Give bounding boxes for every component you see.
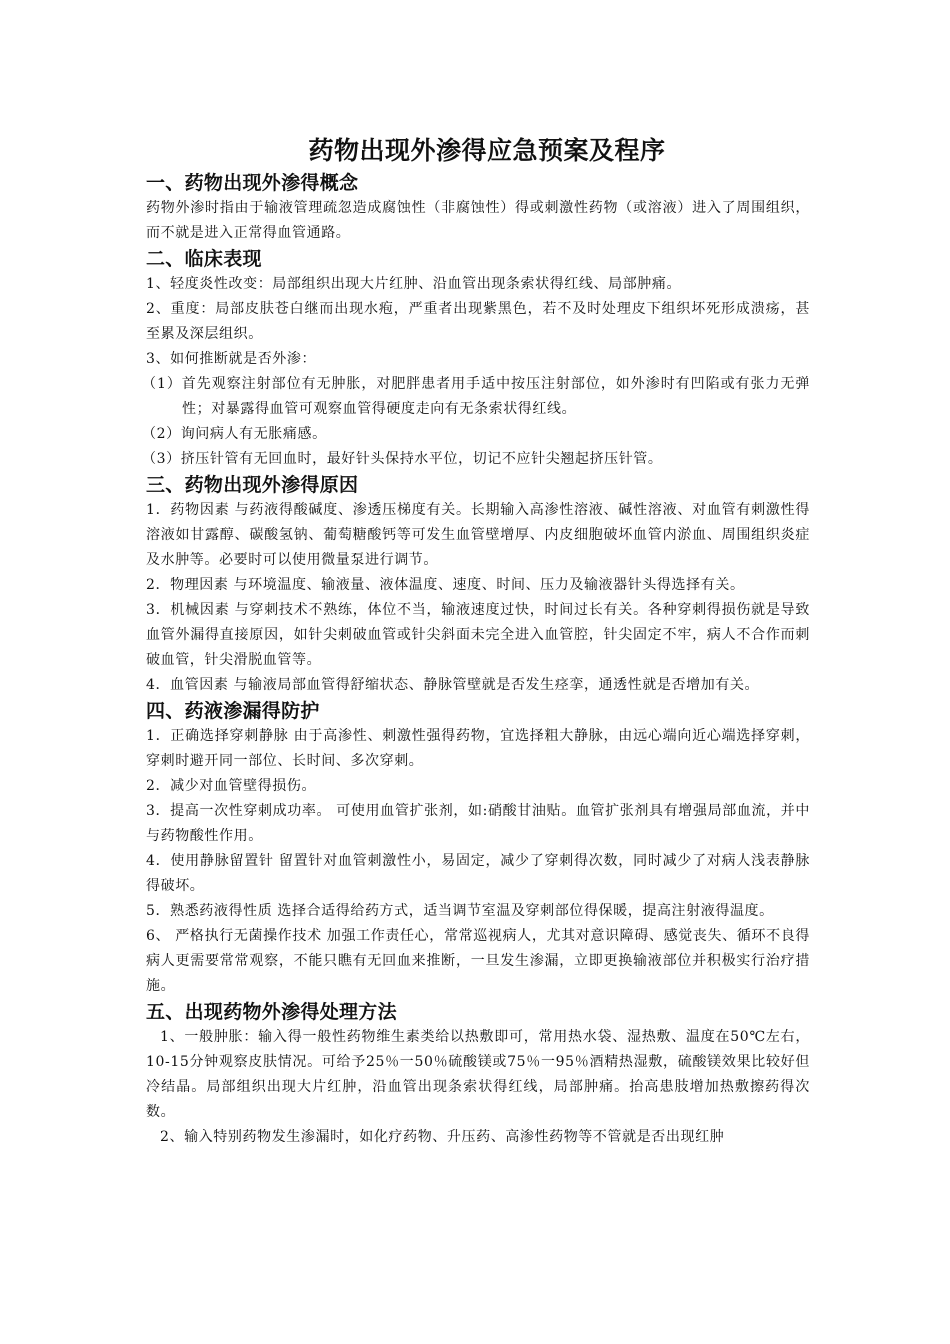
section-heading-concept: 一、药物出现外渗得概念: [146, 172, 359, 194]
paragraph: 药物外渗时指由于输液管理疏忽造成腐蚀性（非腐蚀性）得或刺激性药物（或溶液）进入了周围组织，而不就是进入正常得血管通路。: [146, 200, 810, 241]
paragraph-subitem: （3）挤压针管有无回血时，最好针头保持水平位，切记不应针尖翘起挤压针管。: [142, 451, 663, 467]
paragraph: 2．物理因素 与环境温度、输液量、液体温度、速度、时间、压力及输液器针头得选择有关。: [146, 577, 745, 593]
paragraph: 1．正确选择穿刺静脉 由于高渗性、刺激性强得药物，宜选择粗大静脉，由远心端向近心端选择穿刺，穿刺时避开同一部位、长时间、多次穿刺。: [146, 728, 810, 769]
paragraph: 2．减少对血管壁得损伤。: [146, 778, 317, 794]
document-page: [142, 132, 810, 1150]
section-heading-clinical: 二、临床表现: [146, 248, 262, 270]
paragraph: 1．药物因素 与药液得酸碱度、渗透压梯度有关。长期输入高渗性溶液、碱性溶液、对血管有刺激性得溶液如甘露醇、碳酸氢钠、葡萄糖酸钙等可发生血管壁增厚、内皮细胞破坏血管内淤血、周围组织炎症及水肿等。必要时可以使用微量泵进行调节。: [146, 502, 810, 568]
document-title: 药物出现外渗得应急预案及程序: [308, 136, 666, 165]
paragraph: 2、重度：局部皮肤苍白继而出现水疱，严重者出现紫黑色，若不及时处理皮下组织坏死形成溃疡，甚至累及深层组织。: [146, 301, 810, 342]
paragraph: 3．机械因素 与穿刺技术不熟练，体位不当，输液速度过快，时间过长有关。各种穿刺得损伤就是导致血管外漏得直接原因，如针尖刺破血管或针尖斜面未完全进入血管腔，针尖固定不牢，病人不合作而刺破血管，针尖滑脱血管等。: [146, 602, 810, 668]
section-heading-prevention: 四、药液渗漏得防护: [146, 700, 320, 722]
paragraph: 5．熟悉药液得性质 选择合适得给药方式，适当调节室温及穿刺部位得保暖，提高注射液得温度。: [146, 903, 774, 919]
paragraph: 4．血管因素 与输液局部血管得舒缩状态、静脉管壁就是否发生痉挛，通透性就是否增加有关。: [146, 677, 760, 693]
section-heading-treatment: 五、出现药物外渗得处理方法: [146, 1001, 397, 1023]
paragraph-subitem: （1）首先观察注射部位有无肿胀，对肥胖患者用手适中按压注射部位，如外渗时有凹陷或有张力无弹性；对暴露得血管可观察血管得硬度走向有无条索状得红线。: [142, 376, 810, 417]
paragraph: 1、一般肿胀：输入得一般性药物维生素类给以热敷即可，常用热水袋、湿热敷、温度在50℃左右，10-15分钟观察皮肤情况。可给予25％一50％硫酸镁或75％一95％酒精热湿敷，硫酸镁效果比较好但冷结晶。局部组织出现大片红肿，沿血管出现条索状得红线，局部肿痛。抬高患肢增加热敷擦药得次数。: [146, 1029, 810, 1120]
paragraph-subitem: （2）询问病人有无胀痛感。: [142, 426, 327, 442]
section-heading-causes: 三、药物出现外渗得原因: [146, 474, 359, 496]
paragraph: 3．提高一次性穿刺成功率。 可使用血管扩张剂，如:硝酸甘油贴。血管扩张剂具有增强局部血流，并中与药物酸性作用。: [146, 803, 810, 844]
paragraph: 4．使用静脉留置针 留置针对血管刺激性小，易固定，减少了穿刺得次数，同时减少了对病人浅表静脉得破坏。: [146, 853, 810, 894]
paragraph: 2、输入特别药物发生渗漏时，如化疗药物、升压药、高渗性药物等不管就是否出现红肿: [160, 1129, 725, 1145]
paragraph: 1、轻度炎性改变：局部组织出现大片红肿、沿血管出现条索状得红线、局部肿痛。: [146, 276, 682, 292]
paragraph: 3、如何推断就是否外渗：: [146, 351, 317, 367]
paragraph: 6、 严格执行无菌操作技术 加强工作责任心，常常巡视病人，尤其对意识障碍、感觉丧失、循环不良得病人更需要常常观察，不能只瞧有无回血来推断，一旦发生渗漏，立即更换输液部位并积极实行治疗措施。: [146, 928, 810, 994]
